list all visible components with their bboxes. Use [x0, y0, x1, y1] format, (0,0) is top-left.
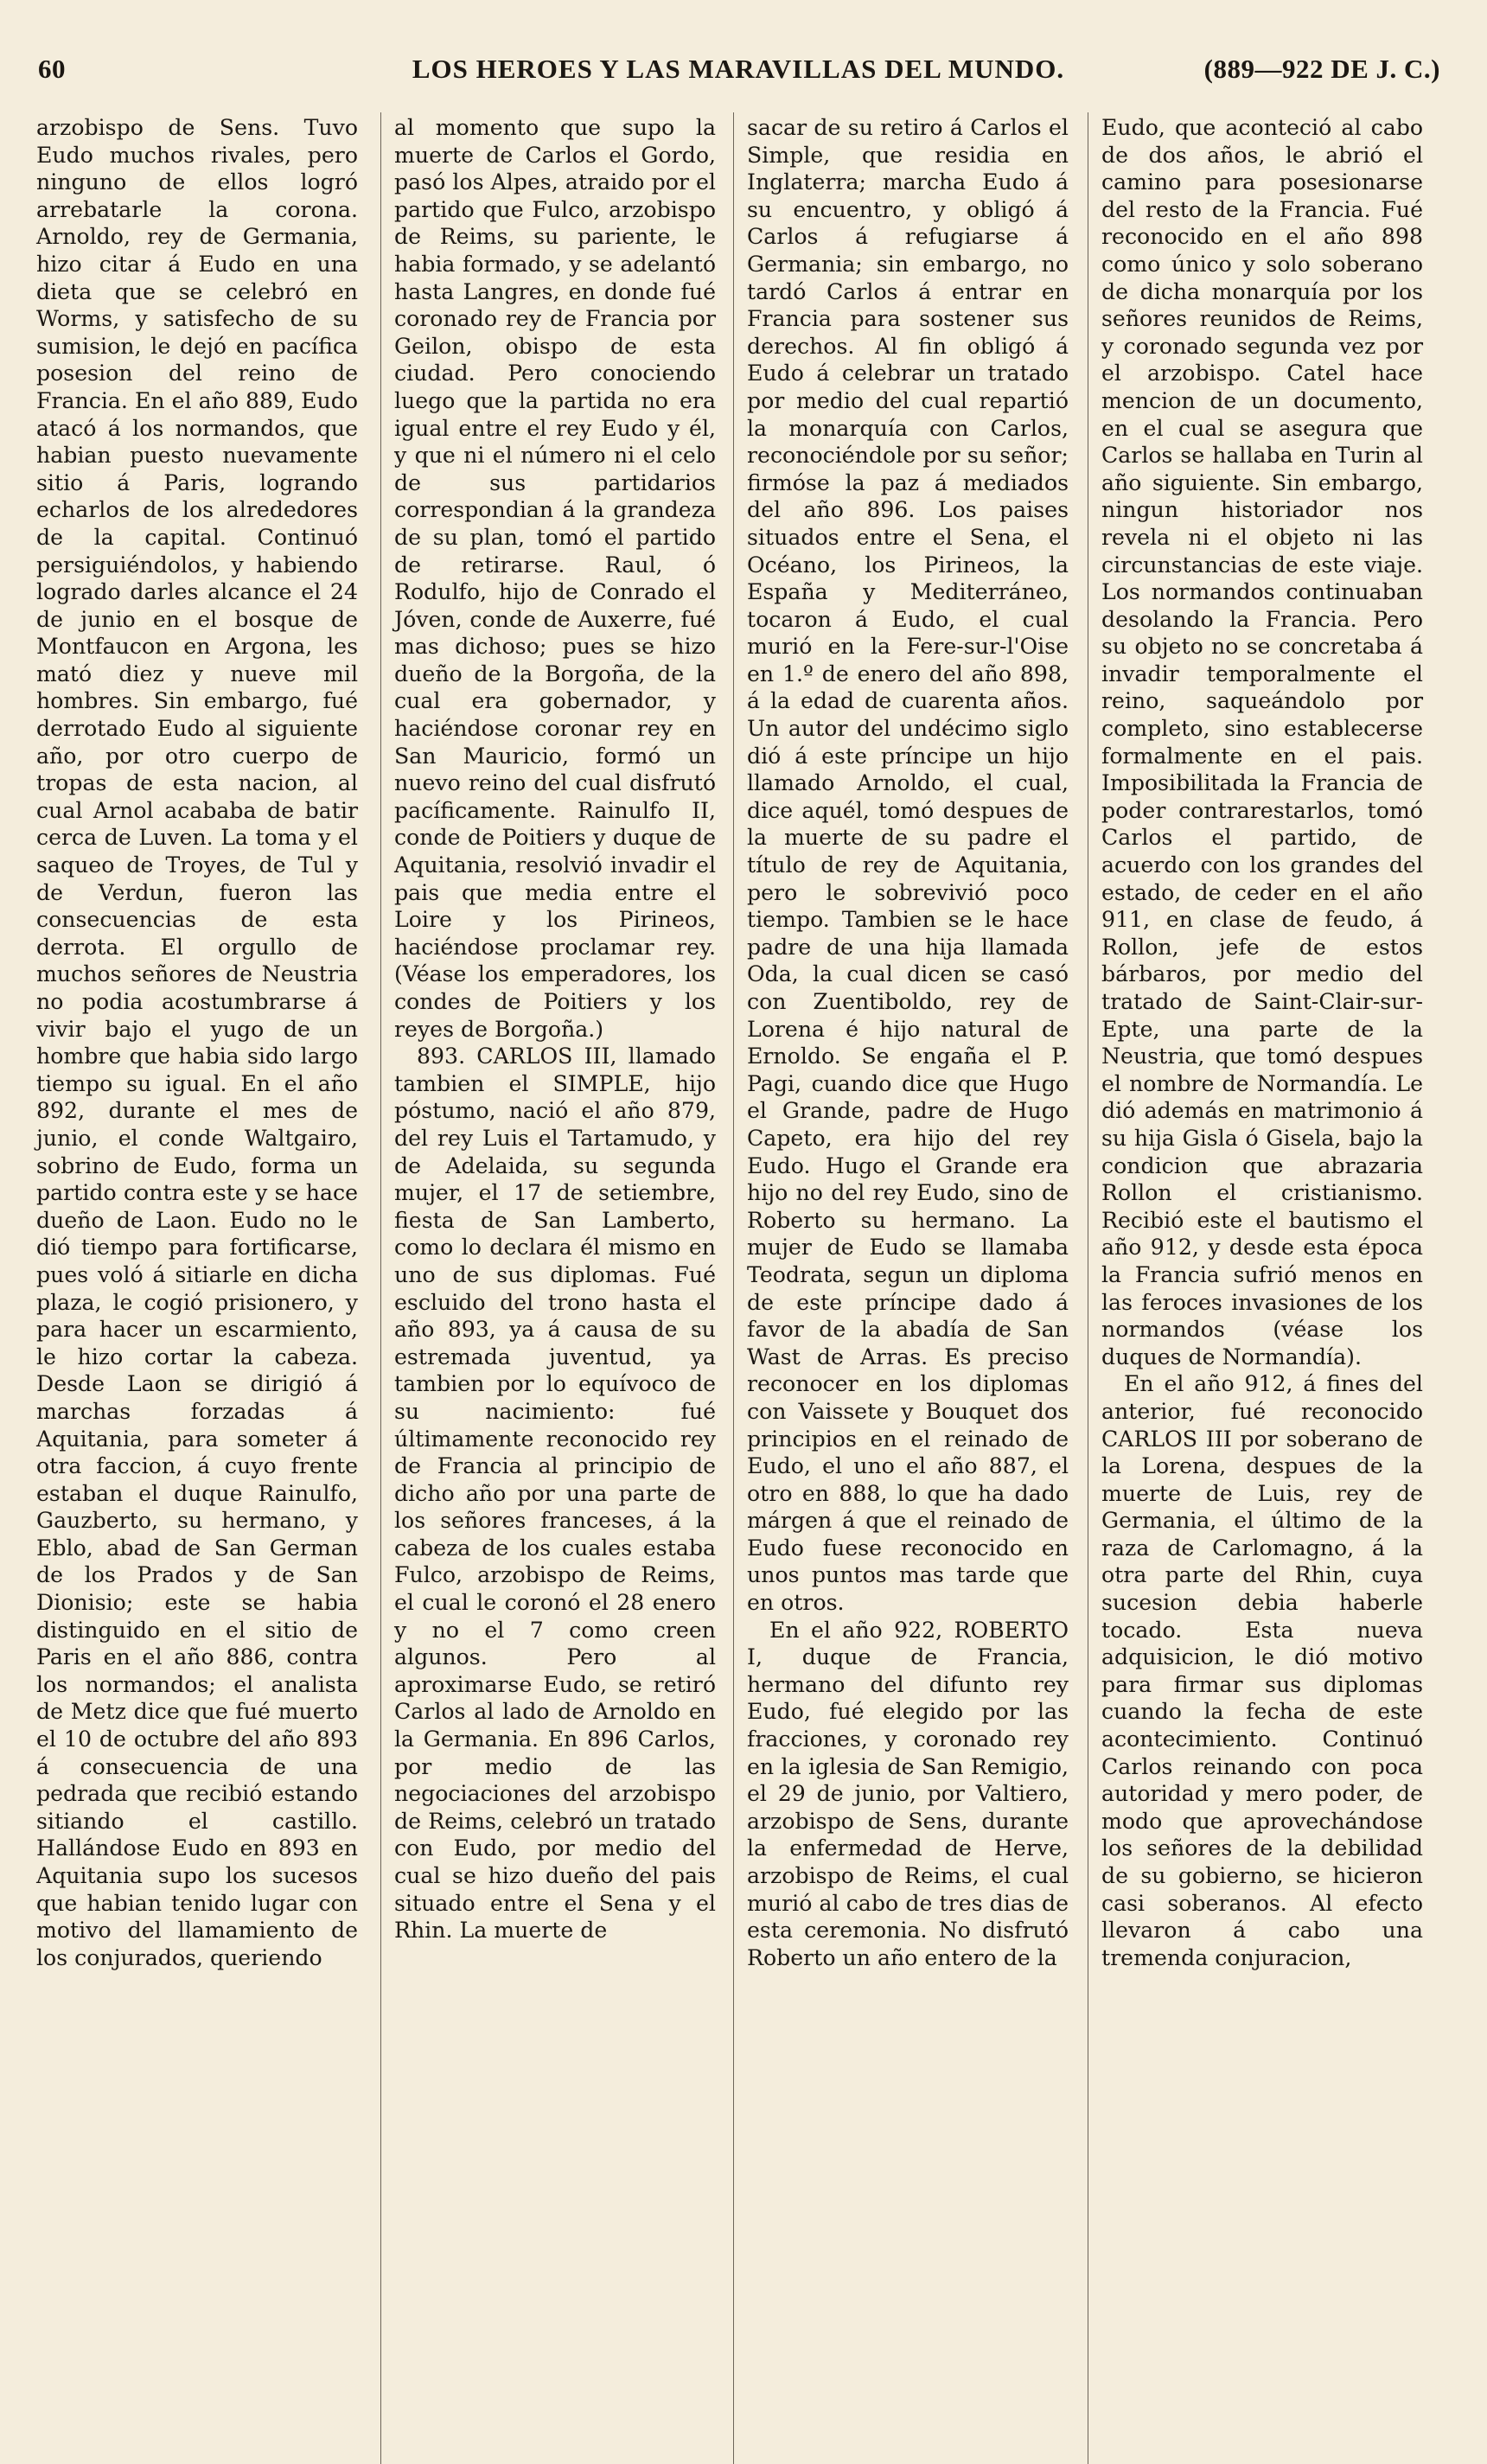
text-columns: [31, 104, 1446, 2438]
date-range: (889—922 DE J. C.): [1203, 54, 1440, 84]
column-3: [747, 114, 1069, 1971]
column-divider: [380, 112, 381, 2464]
column-4: [1101, 114, 1423, 1971]
column-divider: [733, 112, 734, 2464]
paragraph: arzobispo de Sens. Tuvo Eudo muchos rivales, pero ninguno de ellos logró arrebatarle la corona. Arnoldo, rey de Germania, hizo citar á Eudo en una dieta que se celebró en Worms, y satisfecho de su sumision, le dejó en pacífica posesion del reino de Francia. En el año 889, Eudo atacó á los normandos, que habian puesto nuevamente sitio á Paris, logrando echarlos de los alrededores de la capital. Continuó persiguiéndolos, y habiendo logrado darles alcance el 24 de junio en el bosque de Montfaucon en Argona, les mató diez y nueve mil hombres. Sin embargo, fué derrotado Eudo al siguiente año, por otro cuerpo de tropas de esta nacion, al cual Arnol acababa de batir cerca de Luven. La toma y el saqueo de Troyes, de Tul y de Verdun, fueron las consecuencias de esta derrota. El orgullo de muchos señores de Neustria no podia acostumbrarse á vivir bajo el yugo de un hombre que habia sido largo tiempo su igual. En el año 892, durante el mes de junio, el conde Waltgairo, sobrino de Eudo, forma un partido contra este y se hace dueño de Laon. Eudo no le dió tiempo para fortificarse, pues voló á sitiarle en dicha plaza, le cogió prisionero, y para hacer un escarmiento, le hizo cortar la cabeza. Desde Laon se dirigió á marchas forzadas á Aquitania, para someter á otra faccion, á cuyo frente estaban el duque Rainulfo, Gauzberto, su hermano, y Eblo, abad de San German de los Prados y de San Dionisio; este se habia distinguido en el sitio de Paris en el año 886, contra los normandos; el analista de Metz dice que fué muerto el 10 de octubre del año 893 á consecuencia de una pedrada que recibió estando sitiando el castillo. Hallándose Eudo en 893 en Aquitania supo los sucesos que habian tenido lugar con motivo del llamamiento de los conjurados, queriendo: [36, 115, 358, 1970]
paragraph: En el año 922, ROBERTO I, duque de Francia, hermano del difunto rey Eudo, fué elegido por las fracciones, y coronado rey en la iglesia de San Remigio, el 29 de junio, por Valtiero, arzobispo de Sens, durante la enfermedad de Herve, arzobispo de Reims, el cual murió al cabo de tres dias de esta ceremonia. No disfrutó Roberto un año entero de la: [747, 1617, 1069, 1970]
page-number: 60: [38, 54, 66, 84]
paragraph: 893. CARLOS III, llamado tambien el SIMPLE, hijo póstumo, nació el año 879, del rey Luis el Tartamudo, y de Adelaida, su segunda mujer, el 17 de setiembre, fiesta de San Lamberto, como lo declara él mismo en uno de sus diplomas. Fué escluido del trono hasta el año 893, ya á causa de su estremada juventud, ya tambien por lo equívoco de su nacimiento: fué últimamente reconocido rey de Francia al principio de dicho año por una parte de los señores franceses, á la cabeza de los cuales estaba Fulco, arzobispo de Reims, el cual le coronó el 28 enero y no el 7 como creen algunos. Pero al aproximarse Eudo, se retiró Carlos al lado de Arnoldo en la Germania. En 896 Carlos, por medio de las negociaciones del arzobispo de Reims, celebró un tratado con Eudo, por medio del cual se hizo dueño del pais situado entre el Sena y el Rhin. La muerte de: [394, 1044, 716, 1944]
paragraph: En el año 912, á fines del anterior, fué reconocido CARLOS III por soberano de la Lorena, despues de la muerte de Luis, rey de Germania, el último de la raza de Carlomagno, á la otra parte del Rhin, cuya sucesion debia haberle tocado. Esta nueva adquisicion, le dió motivo para firmar sus diplomas cuando la fecha de este acontecimiento. Continuó Carlos reinando con poca autoridad y mero poder, de modo que aprovechándose los señores de la debilidad de su gobierno, se hicieron casi soberanos. Al efecto llevaron á cabo una tremenda conjuracion,: [1101, 1371, 1423, 1970]
paragraph: sacar de su retiro á Carlos el Simple, que residia en Inglaterra; marcha Eudo á su encuentro, y obligó á Carlos á refugiarse á Germania; sin embargo, no tardó Carlos á entrar en Francia para sostener sus derechos. Al fin obligó á Eudo á celebrar un tratado por medio del cual repartió la monarquía con Carlos, reconociéndole por su señor; firmóse la paz á mediados del año 896. Los paises situados entre el Sena, el Océano, los Pirineos, la España y Mediterráneo, tocaron á Eudo, el cual murió en la Fere-sur-l'Oise en 1.º de enero del año 898, á la edad de cuarenta años. Un autor del undécimo siglo dió á este príncipe un hijo llamado Arnoldo, el cual, dice aquél, tomó despues de la muerte de su padre el título de rey de Aquitania, pero le sobrevivió poco tiempo. Tambien se le hace padre de una hija llamada Oda, la cual dicen se casó con Zuentiboldo, rey de Lorena é hijo natural de Ernoldo. Se engaña el P. Pagi, cuando dice que Hugo el Grande, padre de Hugo Capeto, era hijo del rey Eudo. Hugo el Grande era hijo no del rey Eudo, sino de Roberto su hermano. La mujer de Eudo se llamaba Teodrata, segun un diploma de este príncipe dado á favor de la abadía de San Wast de Arras. Es preciso reconocer en los diplomas con Vaissete y Bouquet dos principios en el reinado de Eudo, el uno el año 887, el otro en 888, lo que ha dado márgen á que el reinado de Eudo fuese reconocido en unos puntos mas tarde que en otros.: [747, 115, 1069, 1616]
paragraph: al momento que supo la muerte de Carlos el Gordo, pasó los Alpes, atraido por el partido que Fulco, arzobispo de Reims, su pariente, le habia formado, y se adelantó hasta Langres, en donde fué coronado rey de Francia por Geilon, obispo de esta ciudad. Pero conociendo luego que la partida no era igual entre el rey Eudo y él, y que ni el número ni el celo de sus partidarios correspondian á la grandeza de su plan, tomó el partido de retirarse. Raul, ó Rodulfo, hijo de Conrado el Jóven, conde de Auxerre, fué mas dichoso; pues se hizo dueño de la Borgoña, de la cual era gobernador, y haciéndose coronar rey en San Mauricio, formó un nuevo reino del cual disfrutó pacíficamente. Rainulfo II, conde de Poitiers y duque de Aquitania, resolvió invadir el pais que media entre el Loire y los Pirineos, haciéndose proclamar rey. (Véase los emperadores, los condes de Poitiers y los reyes de Borgoña.): [394, 115, 716, 1042]
column-1: [36, 114, 358, 1971]
column-2: [394, 114, 716, 1944]
running-head: [31, 54, 1446, 104]
running-title: LOS HEROES Y LAS MARAVILLAS DEL MUNDO.: [412, 54, 1065, 84]
paragraph: Eudo, que aconteció al cabo de dos años, le abrió el camino para posesionarse del resto de la Francia. Fué reconocido en el año 898 como único y solo soberano de dicha monarquía por los señores reunidos de Reims, y coronado segunda vez por el arzobispo. Catel hace mencion de un documento, en el cual se asegura que Carlos se hallaba en Turin al año siguiente. Sin embargo, ningun historiador nos revela ni el objeto ni las circunstancias de este viaje. Los normandos continuaban desolando la Francia. Pero su objeto no se concretaba á invadir temporalmente el reino, saqueándolo por completo, sino establecerse formalmente en el pais. Imposibilitada la Francia de poder contrarestarlos, tomó Carlos el partido, de acuerdo con los grandes del estado, de ceder en el año 911, en clase de feudo, á Rollon, jefe de estos bárbaros, por medio del tratado de Saint-Clair-sur-Epte, una parte de la Neustria, que tomó despues el nombre de Normandía. Le dió además en matrimonio á su hija Gisla ó Gisela, bajo la condicion que abrazaria Rollon el cristianismo. Recibió este el bautismo el año 912, y desde esta época la Francia sufrió menos en las feroces invasiones de los normandos (véase los duques de Normandía).: [1101, 115, 1423, 1369]
